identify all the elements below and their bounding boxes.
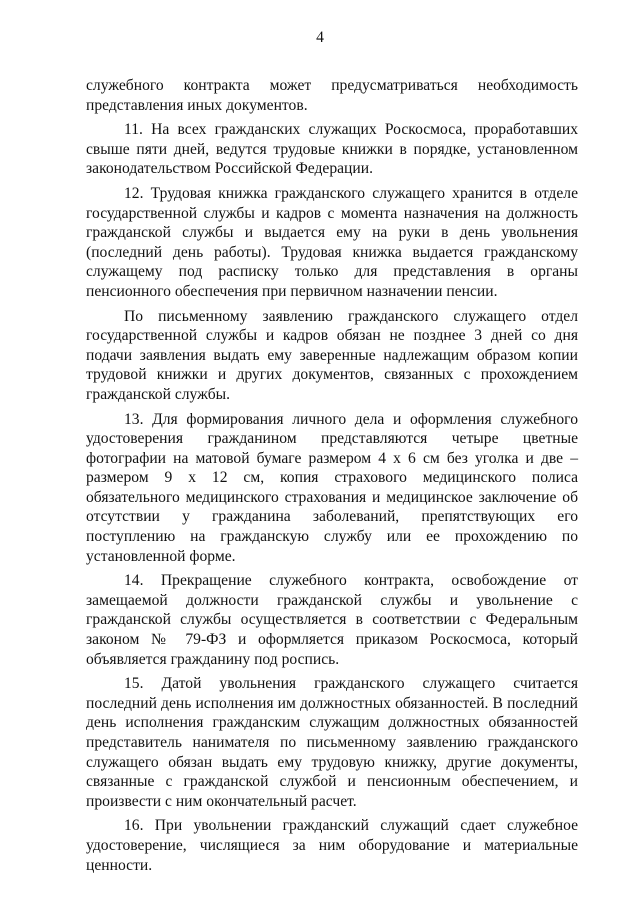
paragraph-16: 16. При увольнении гражданский служащий сдает служебное удостоверение, числящиеся за ним оборудование и материальные ценности. [86,817,578,874]
paragraph-12: 12. Трудовая книжка гражданского служащего хранится в отделе государственной службы и кадров с момента назначения на должность гражданской службы и выдается ему на руки в день увольнения (последний день работы). Трудовая книжка выдается гражданскому служащему под расписку только для представления в органы пенсионного обеспечения при первичном назначении пенсии. [86,184,578,300]
document-body [86,76,578,880]
paragraph-14: 14. Прекращение служебного контракта, освобождение от замещаемой должности гражданской службы и увольнение с гражданской службы осуществляется в соответствии с Федеральным законом № 79-ФЗ и оформляется приказом Роскосмоса, который объявляется гражданину под роспись. [86,572,578,668]
paragraph-continuation: служебного контракта может предусматриваться необходимость представления иных документов. [86,77,578,114]
paragraph-15: 15. Датой увольнения гражданского служащего считается последний день исполнения им должностных обязанностей. В последний день исполнения гражданским служащим должностных обязанностей представитель нанимателя по письменному заявлению гражданского служащего обязан выдать ему трудовую книжку, другие документы, связанные с гражданской службой и пенсионным обеспечением, и произвести с ним окончательный расчет. [86,675,578,810]
paragraph-13: 13. Для формирования личного дела и оформления служебного удостоверения гражданином представляются четыре цветные фотографии на матовой бумаге размером 4 х 6 см без уголка и две – размером 9 х 12 см, копия страхового медицинского полиса обязательного медицинского страхования и медицинское заключение об отсутствии у гражданина заболеваний, препятствующих его поступлению на гражданскую службу или ее прохождению по установленной форме. [86,410,578,565]
paragraph-11: 11. На всех гражданских служащих Роскосмоса, проработавших свыше пяти дней, ведутся трудовые книжки в порядке, установленном законодательством Российской Федерации. [86,121,578,178]
paragraph-12-written-request: По письменному заявлению гражданского служащего отдел государственной службы и кадров обязан не позднее 3 дней со дня подачи заявления выдать ему заверенные надлежащим образом копии трудовой книжки и других документов, связанных с прохождением гражданской службы. [86,307,578,403]
page-number: 4 [316,29,324,46]
